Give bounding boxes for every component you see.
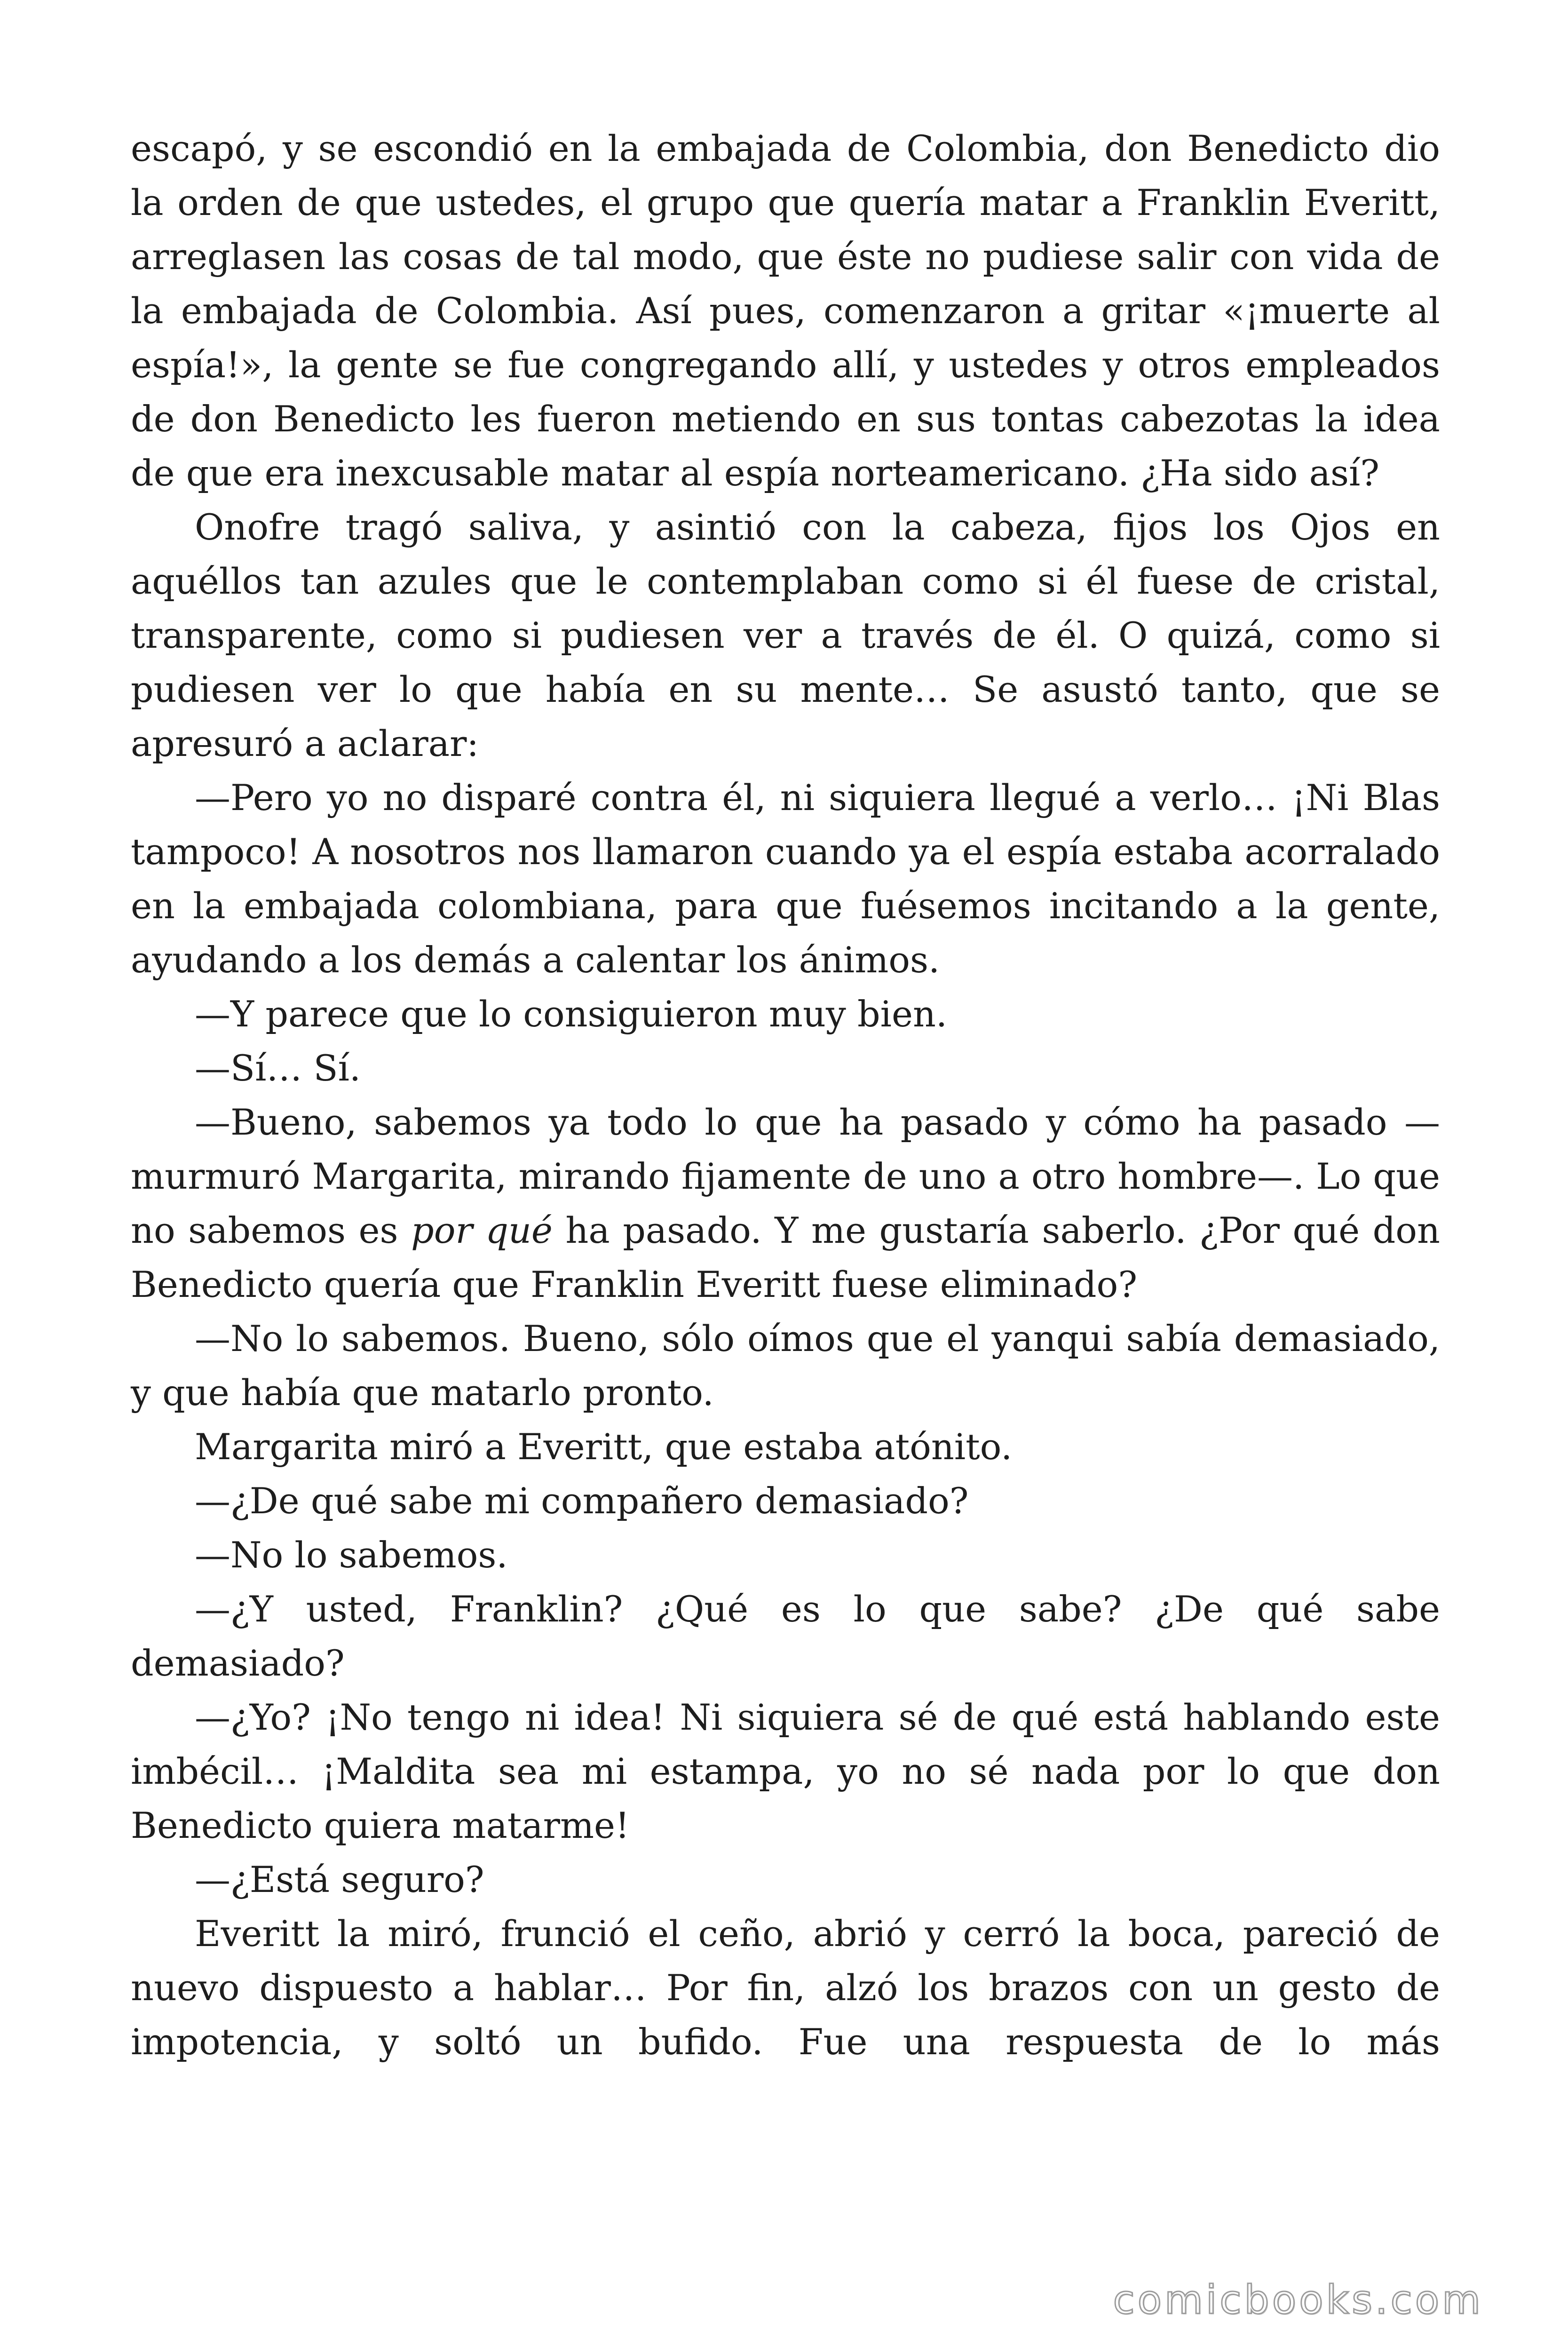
paragraph-everitt-reaction: Everitt la miró, frunció el ceño, abrió y cerró la boca, pareció de nuevo dispuesto a hablar… Por fin, alzó los brazos con un gesto de impotencia, y soltó un bufido. Fue una respuesta de lo más — [131, 1913, 1440, 2063]
dialogue-line: —¿Y usted, Franklin? ¿Qué es lo que sabe? ¿De qué sabe demasiado? — [131, 1588, 1440, 1684]
dialogue-line: —¿Yo? ¡No tengo ni idea! Ni siquiera sé de qué está hablando este imbécil… ¡Maldita sea mi estampa, yo no sé nada por lo que don Benedicto quiera matarme! — [131, 1696, 1440, 1846]
book-page-body — [131, 121, 1440, 2069]
dialogue-line-margarita — [131, 1095, 1440, 1311]
emphasis-por-que: por qué — [411, 1209, 553, 1251]
dialogue-line: —No lo sabemos. — [195, 1534, 508, 1576]
text-span: ha pasado. Y me gustaría saberlo. ¿Por qué don Benedicto quería que Franklin Everitt fuese eliminado? — [131, 1209, 1441, 1305]
watermark-logo: comicbooks.com — [1113, 2277, 1483, 2323]
text-span: —Bueno, sabemos ya todo lo que ha pasado y cómo ha pasado —murmuró Margarita, mirando fijamente de uno a otro hombre—. Lo que no sabemos es — [131, 1101, 1440, 1251]
dialogue-line: —Sí… Sí. — [195, 1047, 361, 1089]
dialogue-line: —¿Está seguro? — [195, 1859, 484, 1900]
dialogue-line: —Pero yo no disparé contra él, ni siquiera llegué a verlo… ¡Ni Blas tampoco! A nosotros nos llamaron cuando ya el espía estaba acorralado en la embajada colombiana, para que fuésemos incitando a la gente, ayudando a los demás a calentar los ánimos. — [131, 777, 1440, 981]
paragraph-onofre-swallows: Onofre tragó saliva, y asintió con la cabeza, fijos los Ojos en aquéllos tan azules que le contemplaban como si él fuese de cristal, transparente, como si pudiesen ver a través de él. O quizá, como si pudiesen ver lo que había en su mente… Se asustó tanto, que se apresuró a aclarar: — [131, 506, 1440, 764]
dialogue-line: —No lo sabemos. Bueno, sólo oímos que el yanqui sabía demasiado, y que había que matarlo pronto. — [131, 1318, 1440, 1414]
paragraph-continuation: escapó, y se escondió en la embajada de Colombia, don Benedicto dio la orden de que ustedes, el grupo que quería matar a Franklin Everitt, arreglasen las cosas de tal modo, que éste no pudiese salir con vida de la embajada de Colombia. Así pues, comenzaron a gritar «¡muerte al espía!», la gente se fue congregando allí, y ustedes y otros empleados de don Benedicto les fueron metiendo en sus tontas cabezotas la idea de que era inexcusable matar al espía norteamericano. ¿Ha sido así? — [131, 127, 1440, 494]
dialogue-line: —Y parece que lo consiguieron muy bien. — [195, 993, 948, 1035]
dialogue-line: —¿De qué sabe mi compañero demasiado? — [195, 1480, 969, 1522]
narration-line: Margarita miró a Everitt, que estaba atónito. — [195, 1426, 1013, 1468]
